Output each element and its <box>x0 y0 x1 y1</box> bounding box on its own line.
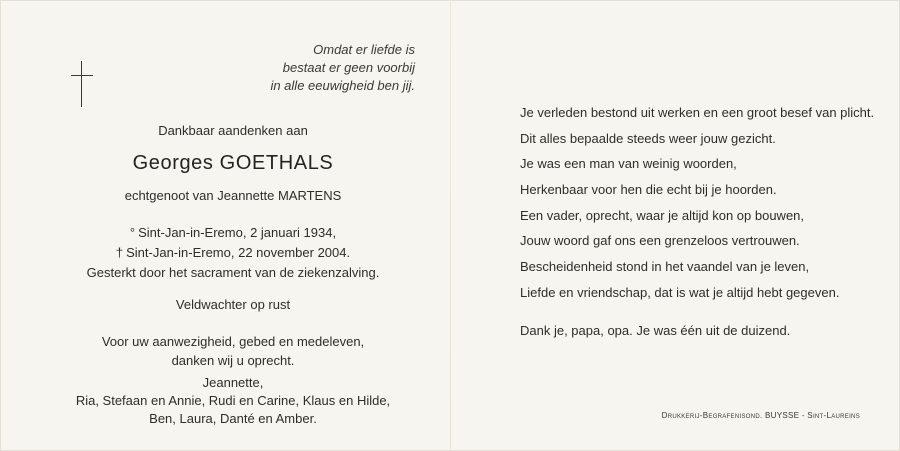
poem <box>520 104 874 310</box>
family-line: Ria, Stefaan en Annie, Rudi en Carine, Klaus en Hilde, <box>75 393 391 408</box>
quote-line: bestaat er geen voorbij <box>282 60 415 75</box>
sacrament-line: Gesterkt door het sacrament van de ziekenzalving. <box>86 265 380 280</box>
thanks-line: Voor uw aanwezigheid, gebed en medeleven, <box>101 334 365 349</box>
quote-line: Omdat er liefde is <box>313 42 415 57</box>
remembrance-heading: Dankbaar aandenken aan <box>158 123 308 138</box>
poem-line: Een vader, oprecht, waar je altijd kon op bouwen, <box>520 207 805 223</box>
family-line: Jeannette, <box>202 375 264 390</box>
printer-credit: Drukkerij-Begrafenisond. BUYSSE - Sint-Laureins <box>661 411 860 420</box>
poem-line: Je was een man van weinig woorden, <box>520 156 737 172</box>
thanks-block <box>40 332 426 370</box>
cross-icon <box>71 61 93 107</box>
death-text: Sint-Jan-in-Eremo, 22 november 2004. <box>126 245 351 260</box>
closing-line: Dank je, papa, opa. Je was één uit de duizend. <box>520 323 791 338</box>
birth-symbol: ° <box>129 225 136 240</box>
thanks-line: danken wij u oprecht. <box>171 353 295 368</box>
life-dates <box>40 223 426 283</box>
birth-text: Sint-Jan-in-Eremo, 2 januari 1934, <box>138 225 337 240</box>
occupation-line: Veldwachter op rust <box>175 297 291 312</box>
poem-line: Bescheidenheid stond in het vaandel van je leven, <box>520 259 810 275</box>
epigraph-quote <box>270 41 415 95</box>
deceased-name: Georges GOETHALS <box>132 152 334 174</box>
poem-line: Liefde en vriendschap, dat is wat je altijd hebt gegeven. <box>520 284 840 300</box>
card-fold <box>450 0 451 451</box>
death-symbol: † <box>115 245 124 260</box>
birth-line <box>40 223 426 243</box>
death-line <box>40 243 426 263</box>
family-line: Ben, Laura, Danté en Amber. <box>149 411 317 426</box>
poem-line: Je verleden bestond uit werken en een groot besef van plicht. <box>520 105 875 120</box>
family-block <box>40 374 426 428</box>
poem-line: Dit alles bepaalde steeds weer jouw gezicht. <box>520 130 776 146</box>
poem-line: Herkenbaar voor hen die echt bij je hoorden. <box>520 182 777 198</box>
poem-line: Jouw woord gaf ons een grenzeloos vertrouwen. <box>520 233 800 249</box>
quote-line: in alle eeuwigheid ben jij. <box>270 78 415 93</box>
spouse-line: echtgenoot van Jeannette MARTENS <box>124 188 342 203</box>
